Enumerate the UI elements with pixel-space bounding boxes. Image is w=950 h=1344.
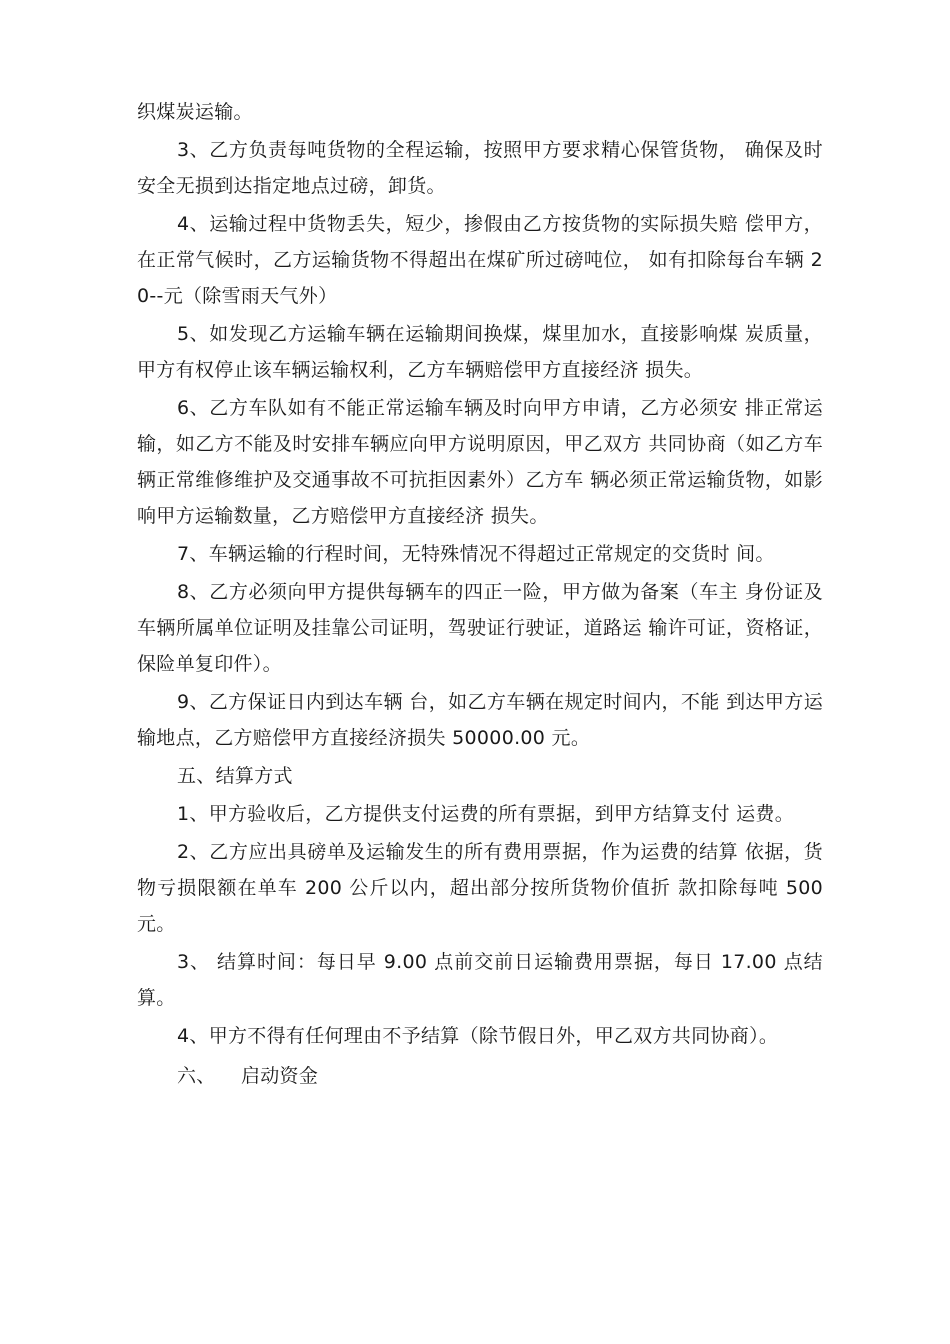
clause-4: 4、运输过程中货物丢失，短少，掺假由乙方按货物的实际损失赔 偿甲方，在正常气候时，乙方运输货物不得超出在煤矿所过磅吨位， 如有扣除每台车辆 20--元（除雪雨天气外） bbox=[137, 213, 823, 307]
clause-6: 6、乙方车队如有不能正常运输车辆及时向甲方申请，乙方必须安 排正常运输，如乙方不能及时安排车辆应向甲方说明原因，甲乙双方 共同协商（如乙方车辆正常维修维护及交通事故不可抗拒因素外）乙方车 辆必须正常运输货物，如影响甲方运输数量，乙方赔偿甲方直接经济 损失。 bbox=[137, 397, 823, 527]
clause-9: 9、乙方保证日内到达车辆 台，如乙方车辆在规定时间内，不能 到达甲方运输地点，乙方赔偿甲方直接经济损失 50000.00 元。 bbox=[137, 691, 823, 749]
document-body bbox=[137, 94, 823, 1094]
clause-8: 8、乙方必须向甲方提供每辆车的四正一险，甲方做为备案（车主 身份证及车辆所属单位证明及挂靠公司证明，驾驶证行驶证，道路运 输许可证，资格证，保险单复印件）。 bbox=[137, 581, 823, 675]
settlement-clause-2: 2、乙方应出具磅单及运输发生的所有费用票据，作为运费的结算 依据，货物亏损限额在单车 200 公斤以内，超出部分按所货物价值折 款扣除每吨 500 元。 bbox=[137, 841, 823, 935]
settlement-clause-3: 3、 结算时间：每日早 9.00 点前交前日运输费用票据，每日 17.00 点结算。 bbox=[137, 951, 823, 1009]
settlement-clause-4: 4、甲方不得有任何理由不予结算（除节假日外，甲乙双方共同协商）。 bbox=[177, 1025, 779, 1047]
section-heading-startup-funds: 六、 启动资金 bbox=[177, 1065, 319, 1087]
clause-7: 7、车辆运输的行程时间，无特殊情况不得超过正常规定的交货时 间。 bbox=[177, 543, 775, 565]
clause-5: 5、如发现乙方运输车辆在运输期间换煤，煤里加水，直接影响煤 炭质量，甲方有权停止该车辆运输权利，乙方车辆赔偿甲方直接经济 损失。 bbox=[137, 323, 823, 381]
section-heading-settlement: 五、结算方式 bbox=[177, 765, 293, 787]
clause-3: 3、乙方负责每吨货物的全程运输，按照甲方要求精心保管货物， 确保及时安全无损到达指定地点过磅，卸货。 bbox=[137, 139, 823, 197]
settlement-clause-1: 1、甲方验收后，乙方提供支付运费的所有票据，到甲方结算支付 运费。 bbox=[177, 803, 795, 825]
paragraph-continuation: 织煤炭运输。 bbox=[137, 101, 253, 123]
